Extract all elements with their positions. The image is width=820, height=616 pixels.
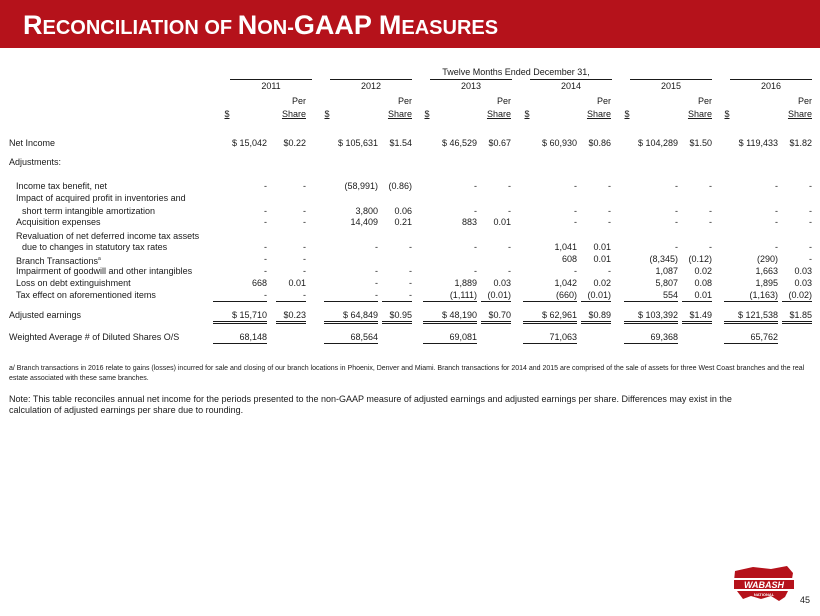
page-title: RECONCILIATION OF NON-GAAP MEASURES [23,10,499,40]
per-share-cell: - [409,242,412,252]
per-share-cell: - [709,206,712,216]
amount-cell: 69,081 [423,332,477,344]
per-header: Per [596,96,611,106]
per-share-cell: 0.01 [493,217,511,227]
amount-cell: - [574,206,577,216]
amount-cell: - [375,242,378,252]
share-header: Share [586,109,611,119]
row-label: Weighted Average # of Diluted Shares O/S [9,332,180,342]
row-label: short term intangible amortization [22,206,156,216]
dollar-header: $ [424,109,430,119]
per-header: Per [397,96,412,106]
per-share-cell: 0.21 [394,217,412,227]
per-share-cell: (0.86) [388,181,412,191]
amount-cell: $ 103,392 [624,310,678,324]
year-header: 2016 [730,79,812,91]
amount-cell: 883 [461,217,477,227]
amount-cell: (8,345) [649,254,678,264]
per-share-cell: $1.50 [689,138,712,148]
table-row [0,181,820,192]
table-row [0,242,820,253]
per-share-cell: $0.23 [276,310,306,324]
share-header: Share [787,109,812,119]
table-row [0,278,820,289]
amount-cell: 5,807 [655,278,678,288]
share-header: Share [687,109,712,119]
per-share-cell: - [608,181,611,191]
amount-cell: - [574,217,577,227]
amount-cell: 608 [561,254,577,264]
wabash-logo [731,563,796,605]
per-share-cell: (0.12) [688,254,712,264]
per-share-cell: (0.01) [481,290,511,302]
amount-cell: - [264,266,267,276]
per-share-cell: - [508,242,511,252]
amount-cell: $ 48,190 [423,310,477,324]
row-label: Revaluation of net deferred income tax assets [16,231,200,241]
amount-cell: - [574,266,577,276]
per-share-cell: - [508,266,511,276]
amount-cell: (58,991) [344,181,378,191]
table-row [0,193,820,204]
amount-cell: $ 119,433 [738,138,778,148]
share-header: Share [387,109,412,119]
table-row [0,217,820,228]
per-share-cell: - [303,254,306,264]
amount-cell: - [474,206,477,216]
table-row [0,231,820,242]
amount-cell: $ 62,961 [523,310,577,324]
per-share-cell: - [809,242,812,252]
amount-cell: - [775,242,778,252]
per-share-cell: 0.08 [694,278,712,288]
amount-cell: $ 15,042 [231,138,267,148]
dollar-header: $ [624,109,630,119]
per-share-cell: $0.22 [283,138,306,148]
amount-cell: - [264,254,267,264]
amount-cell: - [675,181,678,191]
amount-cell: - [474,242,477,252]
per-share-cell: - [809,254,812,264]
per-share-cell: - [809,217,812,227]
table-row [0,332,820,343]
amount-cell: 668 [251,278,267,288]
per-header: Per [496,96,511,106]
per-share-cell: - [276,290,306,302]
amount-cell: - [574,181,577,191]
per-share-cell: $1.49 [682,310,712,324]
amount-cell: 554 [624,290,678,302]
per-header: Per [697,96,712,106]
note: Note: This table reconciles annual net income for the periods presented to the non-GAAP measure of adjusted earnings and adjusted earnings per share. Differences may exist in the calculation of adjusted earnings per share due to rounding. [9,394,732,415]
per-share-cell: - [709,181,712,191]
amount-cell: $ 46,529 [441,138,477,148]
per-share-cell: 0.02 [593,278,611,288]
footnote-marker: a [98,256,101,262]
amount-cell: $ 104,289 [637,138,678,148]
amount-cell: 69,368 [624,332,678,344]
year-header: 2014 [530,79,612,91]
per-share-cell: 0.01 [682,290,712,302]
per-share-cell: $1.54 [389,138,412,148]
per-share-cell: - [608,217,611,227]
amount-cell: 1,041 [554,242,577,252]
svg-text:WABASH: WABASH [744,580,784,590]
per-share-cell: - [709,242,712,252]
per-share-cell: - [508,181,511,191]
row-label: Acquisition expenses [16,217,101,227]
table-row [0,254,820,265]
amount-cell: - [213,290,267,302]
per-share-cell: - [809,181,812,191]
amount-cell: - [775,206,778,216]
per-share-cell: - [303,266,306,276]
amount-cell: - [775,217,778,227]
row-label: Income tax benefit, net [16,181,108,191]
per-share-cell: - [608,206,611,216]
year-header: 2015 [630,79,712,91]
per-share-cell: - [382,290,412,302]
per-share-cell: - [409,266,412,276]
svg-text:NATIONAL: NATIONAL [753,592,775,597]
per-share-cell: $0.89 [581,310,611,324]
per-share-cell: 0.03 [794,266,812,276]
per-share-cell: 0.03 [493,278,511,288]
amount-cell: 1,663 [755,266,778,276]
row-label: Impairment of goodwill and other intangibles [16,266,193,276]
amount-cell: - [375,278,378,288]
share-header: Share [281,109,306,119]
per-share-cell: (0.01) [581,290,611,302]
amount-cell: (1,111) [423,290,477,302]
dollar-header: $ [324,109,330,119]
amount-cell: 71,063 [523,332,577,344]
per-share-cell: - [303,181,306,191]
per-share-cell: - [303,242,306,252]
amount-cell: $ 121,538 [724,310,778,324]
title-bar [0,0,820,48]
per-share-cell: - [303,206,306,216]
dollar-header: $ [524,109,530,119]
amount-cell: - [324,290,378,302]
amount-cell: - [375,266,378,276]
per-share-cell: $1.82 [789,138,812,148]
row-label: Branch Transactions$^a$ [16,256,101,266]
amount-cell: 68,148 [213,332,267,344]
amount-cell: - [675,217,678,227]
per-share-cell: 0.06 [394,206,412,216]
year-header: 2011 [230,79,312,91]
per-share-cell: $0.86 [588,138,611,148]
table-row [0,157,820,168]
per-share-cell: - [508,206,511,216]
table-row [0,138,820,149]
per-share-cell: (0.02) [782,290,812,302]
period-label: Twelve Months Ended December 31, [442,67,590,77]
per-share-cell: 0.01 [593,254,611,264]
row-label: Adjusted earnings [9,310,82,320]
table-row [0,206,820,217]
footnote-a: a/ Branch transactions in 2016 relate to gains (losses) incurred for sale and closing of our branch locations in Phoenix, Denver and Miami. Branch transactions for 2014 and 2015 are comprised of the sale of assets for three West Coast branches and the real estate associated with these same branches. [9,365,805,382]
table-row [0,290,820,301]
amount-cell: (290) [756,254,778,264]
per-share-cell: 0.01 [288,278,306,288]
amount-cell: 1,087 [655,266,678,276]
amount-cell: 3,800 [355,206,378,216]
table-row [0,266,820,277]
year-header: 2012 [330,79,412,91]
amount-cell: 1,889 [454,278,477,288]
amount-cell: 1,895 [755,278,778,288]
page-number: 45 [799,595,810,605]
amount-cell: - [474,181,477,191]
dollar-header: $ [224,109,230,119]
amount-cell: $ 15,710 [213,310,267,324]
amount-cell: $ 64,849 [324,310,378,324]
row-label: Net Income [9,138,56,148]
amount-cell: $ 60,930 [541,138,577,148]
amount-cell: 14,409 [350,217,378,227]
row-label: Tax effect on aforementioned items [16,290,156,300]
per-share-cell: 0.03 [794,278,812,288]
per-share-cell: - [409,278,412,288]
amount-cell: - [264,181,267,191]
per-share-cell: $0.70 [481,310,511,324]
amount-cell: - [675,242,678,252]
row-label: Loss on debt extinguishment [16,278,131,288]
per-share-cell: - [809,206,812,216]
amount-cell: 1,042 [554,278,577,288]
amount-cell: (1,163) [724,290,778,302]
per-share-cell: - [608,266,611,276]
amount-cell: - [264,217,267,227]
per-header: Per [797,96,812,106]
amount-cell: 68,564 [324,332,378,344]
amount-cell: - [675,206,678,216]
year-header: 2013 [430,79,512,91]
per-share-cell: - [303,217,306,227]
per-share-cell: $0.67 [488,138,511,148]
amount-cell: - [775,181,778,191]
row-label: due to changes in statutory tax rates [22,242,168,252]
share-header: Share [486,109,511,119]
per-share-cell: 0.01 [593,242,611,252]
dollar-header: $ [724,109,730,119]
amount-cell: (660) [523,290,577,302]
amount-cell: - [264,242,267,252]
amount-cell: - [264,206,267,216]
table-row [0,310,820,321]
amount-cell: - [474,266,477,276]
amount-cell: $ 105,631 [337,138,378,148]
per-share-cell: - [709,217,712,227]
per-header: Per [291,96,306,106]
per-share-cell: $1.85 [782,310,812,324]
amount-cell: 65,762 [724,332,778,344]
row-label: Adjustments: [9,157,62,167]
per-share-cell: 0.02 [694,266,712,276]
row-label: Impact of acquired profit in inventories and [16,193,186,203]
per-share-cell: $0.95 [382,310,412,324]
